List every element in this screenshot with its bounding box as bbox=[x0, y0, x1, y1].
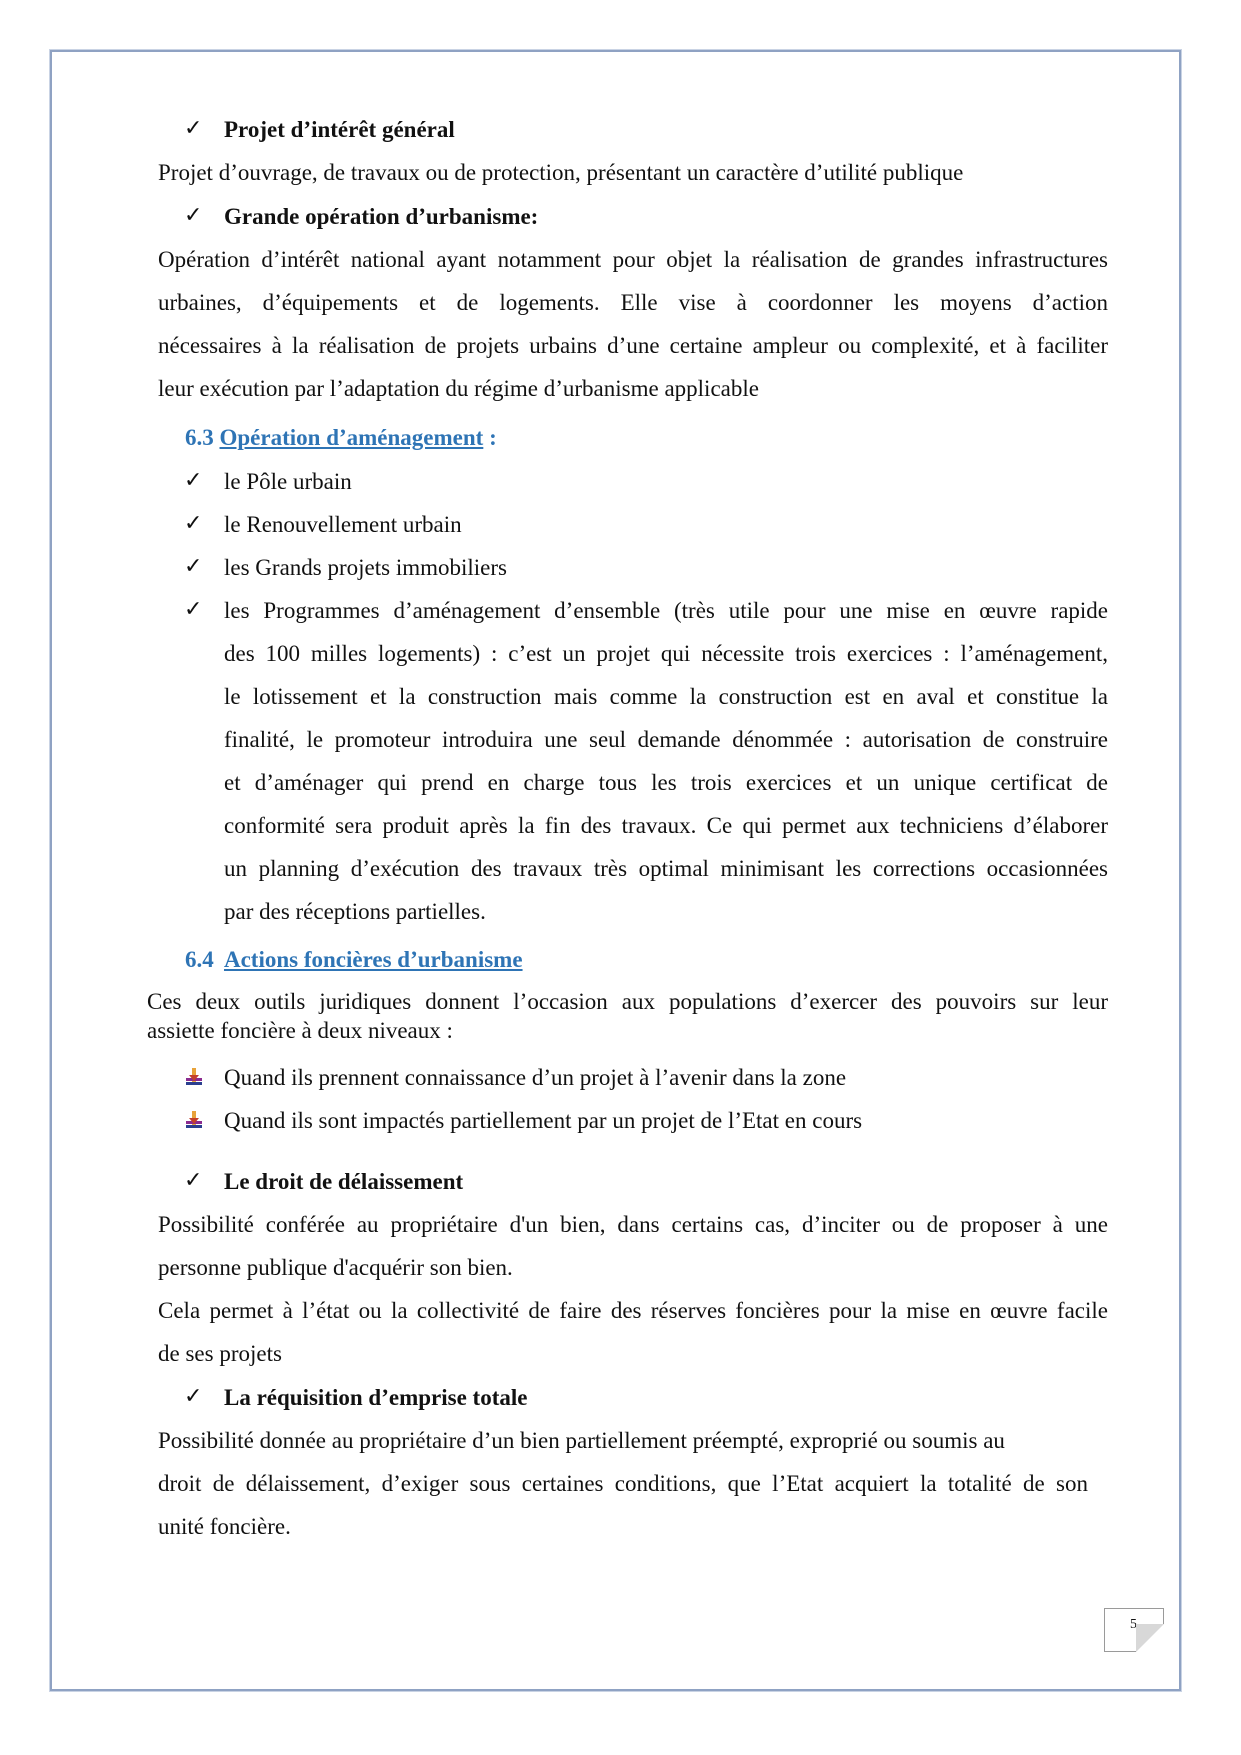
page-number: 5 bbox=[1130, 1617, 1137, 1632]
delaissement-body-line: personne publique d'acquérir son bien. bbox=[158, 1255, 513, 1280]
programmes-line: et d’aménager qui prend en charge tous les trois exercices et un unique certificat de bbox=[224, 770, 1108, 795]
delaissement-body-line: Cela permet à l’état ou la collectivité de faire des réserves foncières pour la mise en œuvre facile bbox=[158, 1298, 1108, 1323]
section-title-link[interactable]: Actions foncières d’urbanisme bbox=[223, 947, 523, 972]
checkmark-icon: ✓ bbox=[184, 1168, 203, 1193]
arrow-bullet-icon bbox=[185, 1067, 203, 1087]
interet-body: Projet d’ouvrage, de travaux ou de protection, présentant un caractère d’utilité publique bbox=[158, 160, 964, 185]
section-suffix: : bbox=[483, 425, 497, 450]
arrow-bullet-icon bbox=[185, 1110, 203, 1130]
grande-body-line: leur exécution par l’adaptation du régime d’urbanisme applicable bbox=[158, 376, 759, 401]
programmes-line: le lotissement et la construction mais comme la construction est en aval et constitue la bbox=[224, 684, 1108, 709]
delaissement-body-line: de ses projets bbox=[158, 1341, 282, 1366]
delaissement-title: Le droit de délaissement bbox=[224, 1169, 464, 1194]
programmes-line: un planning d’exécution des travaux très optimal minimisant les corrections occasionnées bbox=[224, 856, 1108, 881]
intro-line: Ces deux outils juridiques donnent l’occasion aux populations d’exercer des pouvoirs sur leur bbox=[147, 989, 1108, 1014]
list-item: les Grands projets immobiliers bbox=[224, 555, 507, 580]
checkmark-icon: ✓ bbox=[184, 511, 203, 536]
section-heading-6-3 bbox=[185, 423, 497, 453]
list-item: le Renouvellement urbain bbox=[224, 512, 462, 537]
section-number: 6.3 bbox=[185, 425, 214, 450]
programmes-line: finalité, le promoteur introduira une seul demande dénommée : autorisation de construire bbox=[224, 727, 1108, 752]
grande-title: Grande opération d’urbanisme: bbox=[224, 204, 539, 229]
page-curl bbox=[1136, 1624, 1164, 1652]
checkmark-icon: ✓ bbox=[184, 597, 203, 622]
requisition-body-line: droit de délaissement, d’exiger sous certaines conditions, que l’Etat acquiert la totalité de son bbox=[158, 1471, 1088, 1496]
requisition-body-line: Possibilité donnée au propriétaire d’un bien partiellement préempté, exproprié ou soumis au bbox=[158, 1428, 1005, 1453]
checkmark-icon: ✓ bbox=[184, 1384, 203, 1409]
programmes-line: des 100 milles logements) : c’est un projet qui nécessite trois exercices : l’aménagement, bbox=[224, 641, 1108, 666]
requisition-body-line: unité foncière. bbox=[158, 1514, 291, 1539]
intro-line: assiette foncière à deux niveaux : bbox=[147, 1018, 453, 1043]
section-heading-6-4 bbox=[185, 945, 523, 975]
programmes-line: les Programmes d’aménagement d’ensemble (très utile pour une mise en œuvre rapide bbox=[224, 598, 1108, 623]
requisition-title: La réquisition d’emprise totale bbox=[224, 1385, 528, 1410]
checkmark-icon: ✓ bbox=[184, 468, 203, 493]
section-title-link[interactable]: Opération d’aménagement bbox=[219, 425, 484, 450]
grande-body-line: urbaines, d’équipements et de logements. Elle vise à coordonner les moyens d’action bbox=[158, 290, 1108, 315]
grande-body-line: nécessaires à la réalisation de projets urbains d’une certaine ampleur ou complexité, et à faciliter bbox=[158, 333, 1108, 358]
page-number-box bbox=[1104, 1608, 1164, 1652]
delaissement-body-line: Possibilité conférée au propriétaire d'un bien, dans certains cas, d’inciter ou de proposer à une bbox=[158, 1212, 1108, 1237]
section-number: 6.4 bbox=[185, 947, 214, 972]
interet-title: Projet d’intérêt général bbox=[224, 117, 455, 142]
programmes-line: conformité sera produit après la fin des travaux. Ce qui permet aux techniciens d’élaborer bbox=[224, 813, 1108, 838]
checkmark-icon: ✓ bbox=[184, 116, 203, 141]
checkmark-icon: ✓ bbox=[184, 203, 203, 228]
level-item: Quand ils sont impactés partiellement par un projet de l’Etat en cours bbox=[224, 1108, 863, 1133]
level-item: Quand ils prennent connaissance d’un projet à l’avenir dans la zone bbox=[224, 1065, 847, 1090]
list-item: le Pôle urbain bbox=[224, 469, 352, 494]
grande-body-line: Opération d’intérêt national ayant notamment pour objet la réalisation de grandes infrastructures bbox=[158, 247, 1108, 272]
checkmark-icon: ✓ bbox=[184, 554, 203, 579]
programmes-line: par des réceptions partielles. bbox=[224, 899, 486, 924]
